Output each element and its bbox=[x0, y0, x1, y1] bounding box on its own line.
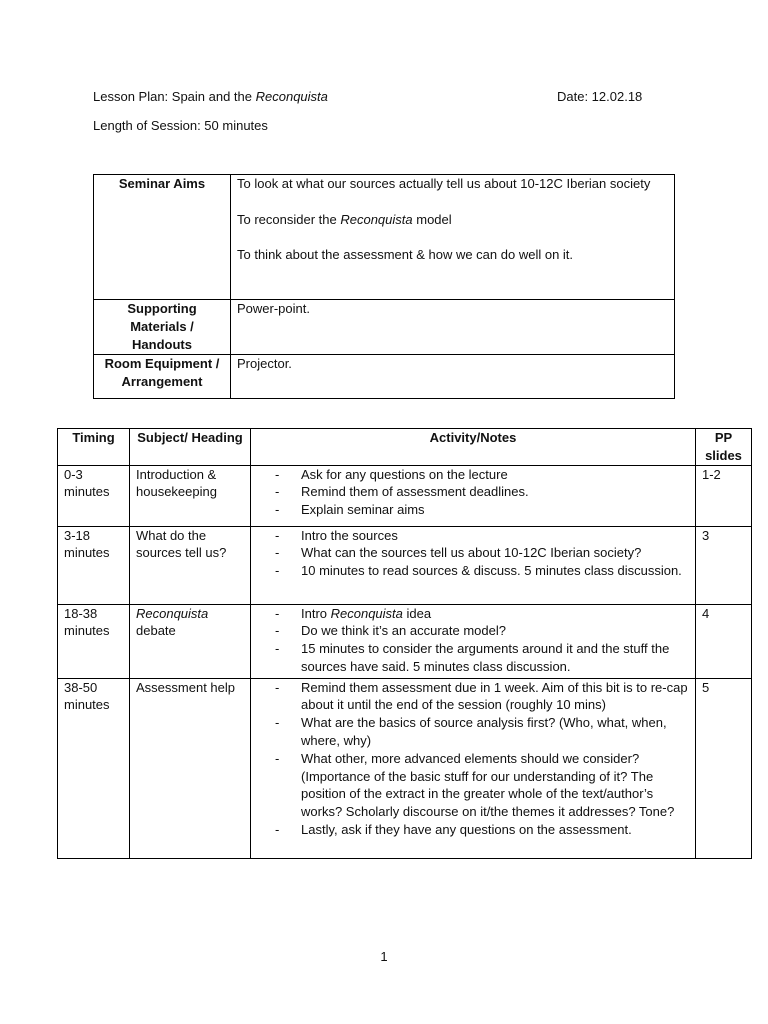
title-text: Lesson Plan: Spain and the bbox=[93, 89, 256, 104]
subject-suffix: debate bbox=[136, 623, 176, 639]
activity-cell bbox=[251, 678, 696, 858]
equipment-value: Projector. bbox=[231, 355, 675, 399]
session-length: Length of Session: 50 minutes bbox=[93, 118, 268, 133]
subject-cell: What do the sources tell us? bbox=[130, 526, 251, 604]
slides-cell: 3 bbox=[696, 526, 752, 604]
aim-2-prefix: To reconsider the bbox=[237, 211, 341, 227]
activity-header: Activity/Notes bbox=[251, 429, 696, 466]
activity-item: - Explain seminar aims bbox=[301, 501, 689, 519]
seminar-aims-row bbox=[94, 175, 675, 300]
timing-cell: 0-3 minutes bbox=[58, 465, 130, 526]
aim-2-italic: Reconquista bbox=[340, 211, 413, 227]
slides-cell: 1-2 bbox=[696, 465, 752, 526]
aim-1: To look at what our sources actually tell us about 10-12C Iberian society bbox=[237, 176, 651, 191]
timing-cell: 38-50 minutes bbox=[58, 678, 130, 858]
aim-2 bbox=[237, 211, 668, 229]
equipment-label: Room Equipment / Arrangement bbox=[94, 355, 231, 399]
timing-cell: 3-18 minutes bbox=[58, 526, 130, 604]
subject-italic: Reconquista bbox=[136, 605, 209, 621]
activity-item: - What other, more advanced elements should we consider? (Importance of the basic stuff for our understanding of it? The position of the extract in the greater whole of the text/author’s works? Scholarly discourse on it/the themes it addresses? Tone? bbox=[301, 750, 689, 821]
subject-header: Subject/ Heading bbox=[130, 429, 251, 466]
activity-item: - 15 minutes to consider the arguments around it and the stuff the sources have said. 5 minutes class discussion. bbox=[301, 640, 689, 676]
table-row bbox=[58, 604, 752, 678]
table-row bbox=[58, 465, 752, 526]
seminar-aims-cell bbox=[231, 175, 675, 300]
activity-item: - Do we think it’s an accurate model? bbox=[301, 622, 689, 640]
activity-item: - Remind them assessment due in 1 week. Aim of this bit is to re-cap about it until the end of the session (roughly 10 mins) bbox=[301, 679, 689, 715]
seminar-aims-label: Seminar Aims bbox=[94, 175, 231, 300]
subject-cell bbox=[130, 604, 251, 678]
activity-item: - Ask for any questions on the lecture bbox=[301, 466, 689, 484]
materials-value: Power-point. bbox=[231, 300, 675, 355]
subject-cell: Introduction & housekeeping bbox=[130, 465, 251, 526]
timing-cell: 18-38 minutes bbox=[58, 604, 130, 678]
table-row bbox=[58, 526, 752, 604]
lesson-plan-title bbox=[93, 88, 328, 106]
materials-row bbox=[94, 300, 675, 355]
activity-item bbox=[301, 605, 689, 623]
seminar-info-table bbox=[93, 174, 675, 399]
equipment-row bbox=[94, 355, 675, 399]
activity-item: - Remind them of assessment deadlines. bbox=[301, 483, 689, 501]
activity-item: - What can the sources tell us about 10-12C Iberian society? bbox=[301, 544, 689, 562]
title-reconquista: Reconquista bbox=[255, 89, 328, 104]
activity-cell bbox=[251, 526, 696, 604]
activity-item: - Lastly, ask if they have any questions on the assessment. bbox=[301, 821, 689, 839]
activity-item: - What are the basics of source analysis first? (Who, what, when, where, why) bbox=[301, 714, 689, 750]
table-row bbox=[58, 678, 752, 858]
subject-cell: Assessment help bbox=[130, 678, 251, 858]
slides-header: PP slides bbox=[696, 429, 752, 466]
activity-prefix: Intro bbox=[301, 605, 331, 621]
activity-item: - 10 minutes to read sources & discuss. 5 minutes class discussion. bbox=[301, 562, 689, 580]
slides-cell: 5 bbox=[696, 678, 752, 858]
timing-header: Timing bbox=[58, 429, 130, 466]
session-plan-table bbox=[57, 428, 752, 859]
activity-cell bbox=[251, 465, 696, 526]
activity-item: - Intro the sources bbox=[301, 527, 689, 545]
slides-cell: 4 bbox=[696, 604, 752, 678]
activity-cell bbox=[251, 604, 696, 678]
aim-3: To think about the assessment & how we can do well on it. bbox=[237, 247, 574, 263]
plan-header-row bbox=[58, 429, 752, 466]
lesson-date: Date: 12.02.18 bbox=[557, 89, 643, 104]
materials-label: Supporting Materials / Handouts bbox=[94, 300, 231, 355]
activity-suffix: idea bbox=[402, 605, 432, 621]
page-number: 1 bbox=[380, 949, 388, 964]
activity-italic: Reconquista bbox=[330, 605, 403, 621]
aim-2-suffix: model bbox=[412, 211, 452, 227]
